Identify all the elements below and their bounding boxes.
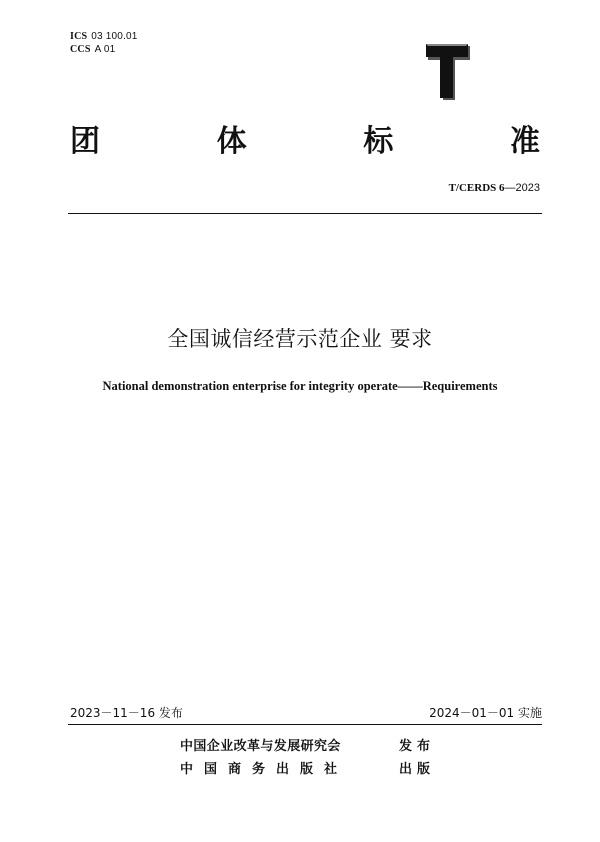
publisher-row <box>180 739 435 755</box>
title-chinese: 全国诚信经营示范企业 要求 <box>167 327 433 351</box>
ics-value: 03 100.01 <box>91 31 138 42</box>
standard-type-char-4: 准 <box>509 124 540 159</box>
publisher-org: 中国企业改革与发展研究会 <box>180 739 341 754</box>
ccs-code <box>70 44 115 56</box>
standard-type-char-2: 体 <box>216 124 247 159</box>
ccs-label: CCS <box>70 44 91 55</box>
publisher-action: 发布 <box>398 739 435 754</box>
standard-type-char-1: 团 <box>70 124 100 159</box>
standard-code <box>449 181 540 195</box>
standard-code-prefix: T/CERDS 6 <box>448 182 505 194</box>
title-english: National demonstration enterprise for integrity operate——Requirements <box>102 379 498 393</box>
publisher-row <box>180 762 435 778</box>
publisher-action: 出版 <box>398 762 435 777</box>
ics-code <box>70 31 138 43</box>
publisher-org: 中国商务出版社 <box>180 762 349 777</box>
issue-date: 2023－11－16 发布 <box>70 706 183 720</box>
standard-code-year: —2023 <box>504 182 540 194</box>
standard-type-char-3: 标 <box>363 124 394 159</box>
standard-type-heading <box>70 122 540 162</box>
ics-label: ICS <box>70 31 88 42</box>
bottom-divider <box>68 724 542 725</box>
ccs-value: A 01 <box>94 44 116 55</box>
top-divider <box>68 213 542 214</box>
standard-type-T-logo-icon <box>425 43 471 101</box>
implementation-date: 2024－01－01 实施 <box>429 706 542 720</box>
